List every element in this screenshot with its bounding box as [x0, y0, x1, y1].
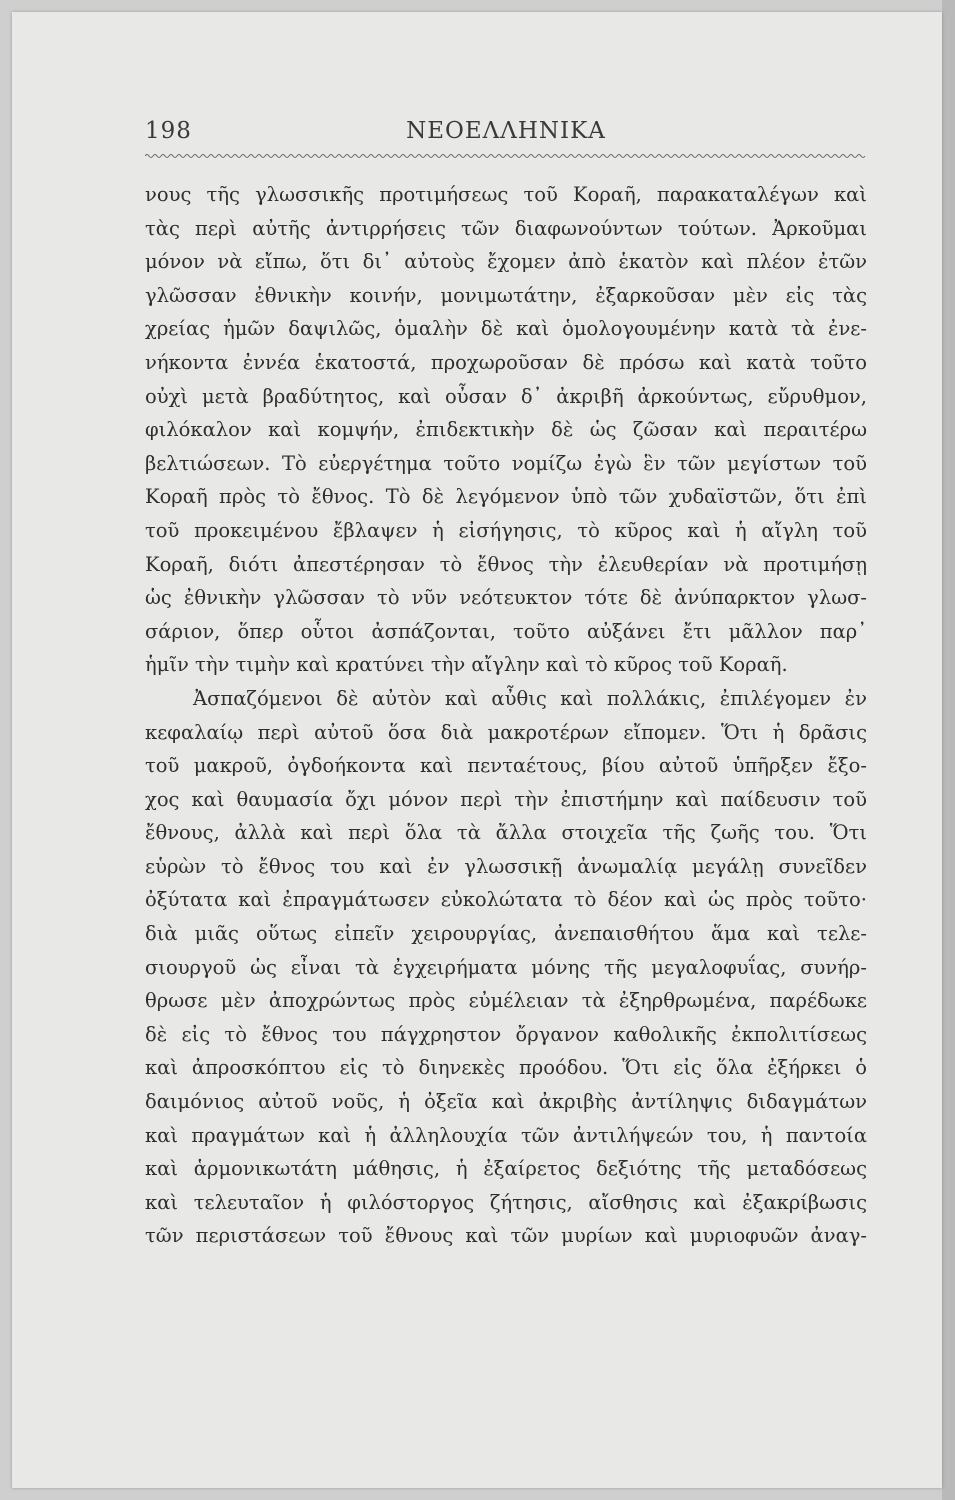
text-line: δαιμόνιος αὐτοῦ νοῦς, ἡ ὀξεῖα καὶ ἀκριβὴς ἀντίληψις διδαγμάτων	[145, 1090, 867, 1114]
text-line: οὐχὶ μετὰ βραδύτητος, καὶ οὖσαν δ᾿ ἀκριβῆ ἀρκούντως, εὔρυθμον,	[145, 384, 867, 408]
text-line: ὀξύτατα καὶ ἐπραγμάτωσεν εὐκολώτατα τὸ δέον καὶ ὡς πρὸς τοῦτο·	[145, 888, 867, 912]
text-line: χος καὶ θαυμασία ὄχι μόνον περὶ τὴν ἐπιστήμην καὶ παίδευσιν τοῦ	[145, 787, 867, 811]
text-line: εὑρὼν τὸ ἔθνος του καὶ ἐν γλωσσικῇ ἀνωμαλίᾳ μεγάλῃ συνεῖδεν	[145, 854, 867, 878]
header-wavy-rule	[145, 152, 867, 160]
text-line: φιλόκαλον καὶ κομψήν, ἐπιδεκτικὴν δὲ ὡς ζῶσαν καὶ περαιτέρω	[145, 418, 867, 442]
text-line: δὲ εἰς τὸ ἔθνος του πάγχρηστον ὄργανον καθολικῆς ἐκπολιτίσεως	[145, 1022, 867, 1046]
page-edge-right	[942, 0, 955, 1500]
text-line: κεφαλαίῳ περὶ αὐτοῦ ὅσα διὰ μακροτέρων εἴπομεν. Ὅτι ἡ δρᾶσις	[145, 720, 867, 744]
text-line: χρείας ἡμῶν δαψιλῶς, ὁμαλὴν δὲ καὶ ὁμολογουμένην κατὰ τὰ ἐνε-	[145, 317, 867, 341]
text-line: νους τῆς γλωσσικῆς προτιμήσεως τοῦ Κοραῆ, παρακαταλέγων καὶ	[145, 183, 867, 206]
running-title: ΝΕΟΕΛΛΗΝΙΚΑ	[406, 118, 606, 144]
text-line: σιουργοῦ ὡς εἶναι τὰ ἐγχειρήματα μόνης τῆς μεγαλοφυΐας, συνήρ-	[145, 955, 867, 979]
text-line: τοῦ προκειμένου ἔβλαψεν ἡ εἰσήγησις, τὸ κῦρος καὶ ἡ αἴγλη τοῦ	[145, 518, 867, 542]
text-line: διὰ μιᾶς οὕτως εἰπεῖν χειρουργίας, ἀνεπαισθήτου ἅμα καὶ τελε-	[145, 922, 867, 946]
text-line: ὡς ἐθνικὴν γλῶσσαν τὸ νῦν νεότευκτον τότε δὲ ἀνύπαρκτον γλωσ-	[145, 586, 867, 610]
text-line: νήκοντα ἐννέα ἑκατοστά, προχωροῦσαν δὲ πρόσω καὶ κατὰ τοῦτο	[145, 350, 867, 374]
text-line: τὰς περὶ αὐτῆς ἀντιρρήσεις τῶν διαφωνούντων τούτων. Ἀρκοῦμαι	[145, 216, 867, 240]
text-line: καὶ ἁρμονικωτάτη μάθησις, ἡ ἐξαίρετος δεξιότης τῆς μεταδόσεως	[145, 1157, 867, 1181]
text-line: ἔθνους, ἀλλὰ καὶ περὶ ὅλα τὰ ἄλλα στοιχεῖα τῆς ζωῆς του. Ὅτι	[145, 821, 867, 845]
text-line: καὶ ἀπροσκόπτου εἰς τὸ διηνεκὲς προόδου. Ὅτι εἰς ὅλα ἐξήρκει ὁ	[145, 1056, 867, 1080]
text-line: Κοραῆ πρὸς τὸ ἔθνος. Τὸ δὲ λεγόμενον ὑπὸ τῶν χυδαϊστῶν, ὅτι ἐπὶ	[145, 485, 867, 509]
text-line: ἡμῖν τὴν τιμὴν καὶ κρατύνει τὴν αἴγλην καὶ τὸ κῦρος τοῦ Κοραῆ.	[145, 653, 788, 677]
page-header	[145, 118, 867, 154]
text-line: τῶν περιστάσεων τοῦ ἔθνους καὶ τῶν μυρίων καὶ μυριοφυῶν ἀναγ-	[145, 1224, 867, 1248]
text-line: θρωσε μὲν ἀποχρώντως πρὸς εὐμέλειαν τὰ ἐξηρθρωμένα, παρέδωκε	[145, 989, 867, 1013]
text-line: βελτιώσεων. Τὸ εὐεργέτημα τοῦτο νομίζω ἐγὼ ἓν τῶν μεγίστων τοῦ	[145, 451, 867, 475]
text-line: καὶ τελευταῖον ἡ φιλόστοργος ζήτησις, αἴσθησις καὶ ἐξακρίβωσις	[145, 1190, 867, 1214]
text-line: Κοραῆ, διότι ἀπεστέρησαν τὸ ἔθνος τὴν ἐλευθερίαν νὰ προτιμήσῃ	[145, 552, 867, 576]
text-line: τοῦ μακροῦ, ὀγδοήκοντα καὶ πενταέτους, βίου αὐτοῦ ὑπῆρξεν ἔξο-	[145, 754, 867, 778]
text-line: σάριον, ὅπερ οὗτοι ἀσπάζονται, τοῦτο αὐξάνει ἔτι μᾶλλον παρ᾿	[145, 619, 867, 643]
page-number: 198	[145, 118, 192, 144]
text-line: Ἀσπαζόμενοι δὲ αὐτὸν καὶ αὖθις καὶ πολλάκις, ἐπιλέγομεν ἐν	[193, 686, 867, 710]
body-text	[145, 178, 867, 1253]
text-line: γλῶσσαν ἐθνικὴν κοινήν, μονιμωτάτην, ἐξαρκοῦσαν μὲν εἰς τὰς	[145, 283, 867, 307]
text-line: καὶ πραγμάτων καὶ ἡ ἀλληλουχία τῶν ἀντιλήψεών του, ἡ παντοία	[145, 1123, 867, 1147]
text-line: μόνον νὰ εἴπω, ὅτι δι᾿ αὐτοὺς ἔχομεν ἀπὸ ἑκατὸν καὶ πλέον ἐτῶν	[145, 250, 867, 274]
